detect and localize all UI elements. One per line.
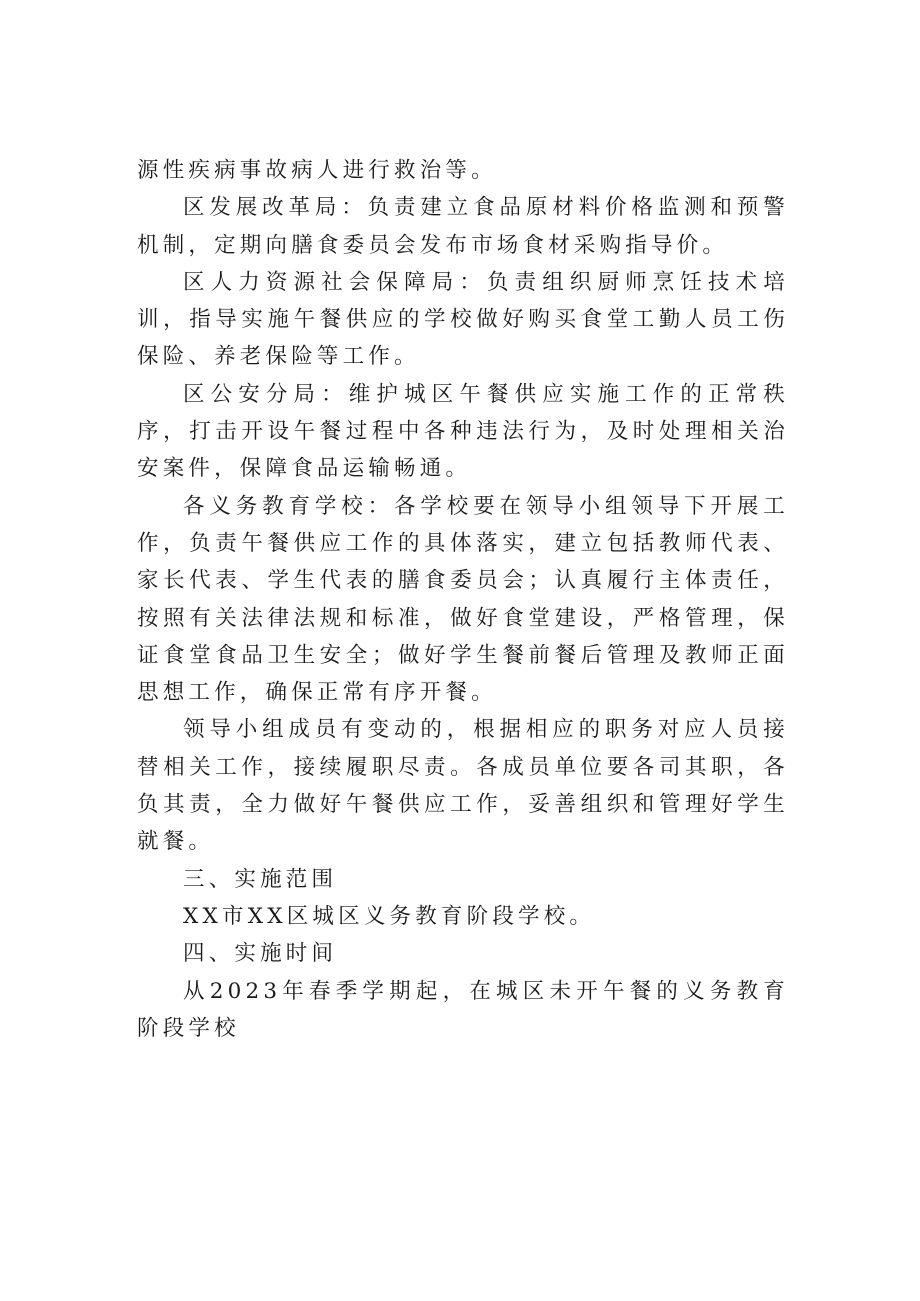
section-heading-time: 四、实施时间	[183, 941, 338, 967]
paragraph-development-reform-bureau: 区发展改革局：负责建立食品原材料价格监测和预警机制，定期向膳食委员会发布市场食材采购指导价。	[137, 195, 789, 258]
paragraph-compulsory-schools: 各义务教育学校：各学校要在领导小组领导下开展工作，负责午餐供应工作的具体落实，建立包括教师代表、家长代表、学生代表的膳食委员会；认真履行主体责任，按照有关法律法规和标准，做好食堂建设，严格管理，保证食堂食品卫生安全；做好学生餐前餐后管理及教师正面思想工作，确保正常有序开餐。	[137, 493, 789, 706]
paragraph-leadership-changes: 领导小组成员有变动的，根据相应的职务对应人员接替相关工作，接续履职尽责。各成员单位要各司其职，各负其责，全力做好午餐供应工作，妥善组织和管理好学生就餐。	[137, 717, 789, 855]
paragraph-public-security-bureau: 区公安分局：维护城区午餐供应实施工作的正常秩序，打击开设午餐过程中各种违法行为，及时处理相关治安案件，保障食品运输畅通。	[137, 381, 789, 482]
paragraph-human-resources-bureau: 区人力资源社会保障局：负责组织厨师烹饪技术培训，指导实施午餐供应的学校做好购买食堂工勤人员工伤保险、养老保险等工作。	[137, 269, 789, 370]
section-heading-scope: 三、实施范围	[183, 866, 338, 892]
document-body	[137, 152, 789, 1047]
paragraph-scope: XX市XX区城区义务教育阶段学校。	[183, 903, 596, 929]
paragraph-continuation: 源性疾病事故病人进行救治等。	[137, 158, 497, 183]
paragraph-time: 从2023年春季学期起，在城区未开午餐的义务教育阶段学校	[137, 978, 789, 1041]
